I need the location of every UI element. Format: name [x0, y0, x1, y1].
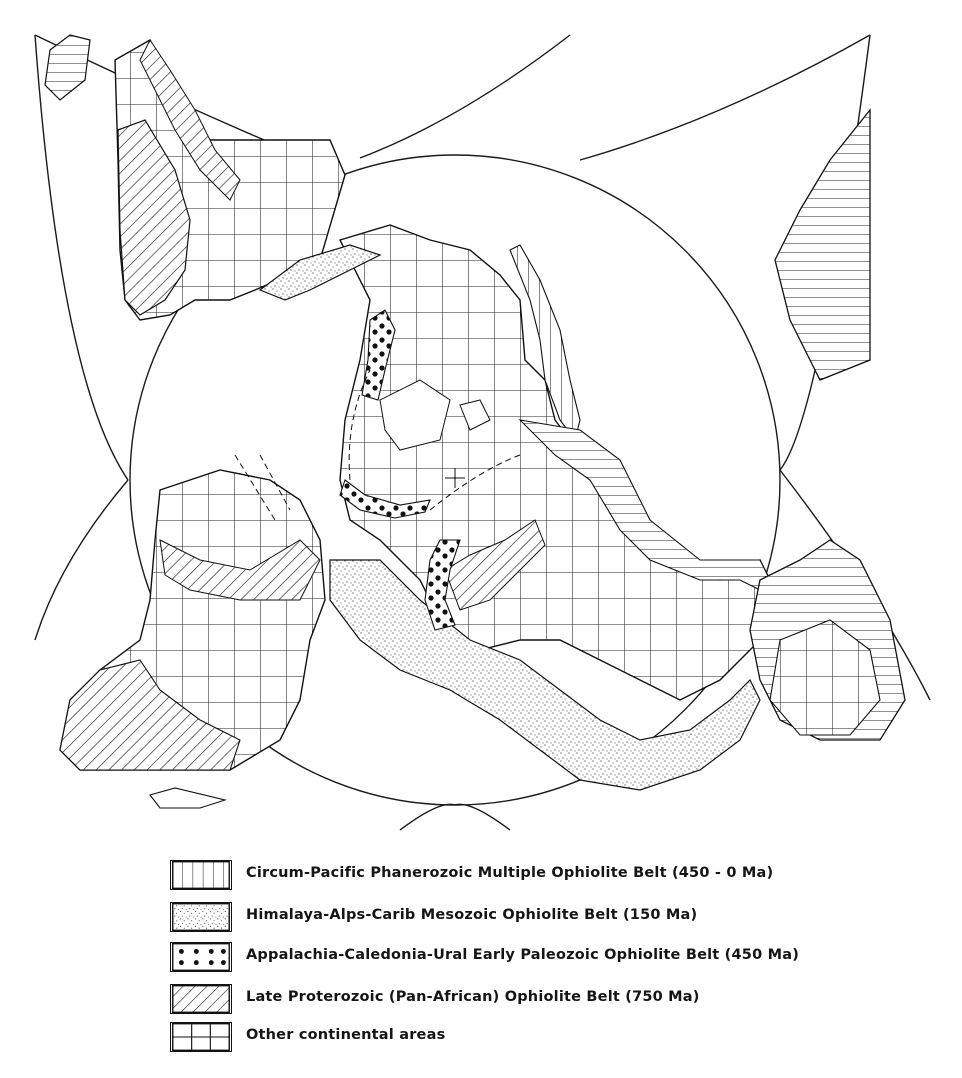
swatch-vertical-lines: [170, 860, 232, 890]
legend-label: Himalaya-Alps-Carib Mesozoic Ophiolite Belt (150 Ma): [246, 907, 698, 923]
legend-label: Late Proterozoic (Pan-African) Ophiolite Belt (750 Ma): [246, 989, 700, 1005]
swatch-dots: [170, 942, 232, 972]
legend-item-appalachia: [170, 942, 930, 974]
frame-arc-left-lower: [35, 480, 128, 640]
frame-arc-bottom: [400, 804, 510, 830]
legend-label: Other continental areas: [246, 1027, 446, 1043]
greenland-region: [775, 110, 870, 380]
legend-label: Circum-Pacific Phanerozoic Multiple Ophiolite Belt (450 - 0 Ma): [246, 865, 774, 881]
legend-item-other-continental: [170, 1022, 930, 1054]
swatch-grid: [170, 1022, 232, 1052]
swatch-stipple: [170, 902, 232, 932]
frame-arc-top-right: [580, 35, 870, 160]
frame-arc-top-mid: [360, 35, 570, 158]
legend-label: Appalachia-Caledonia-Ural Early Paleozoic Ophiolite Belt (450 Ma): [246, 947, 800, 963]
legend-item-himalaya-alps: [170, 902, 930, 934]
legend-item-circum-pacific: [170, 860, 930, 892]
legend-item-pan-african: [170, 984, 930, 1016]
frame-arc-left-upper: [35, 35, 128, 480]
swatch-diagonal-hatch: [170, 984, 232, 1014]
